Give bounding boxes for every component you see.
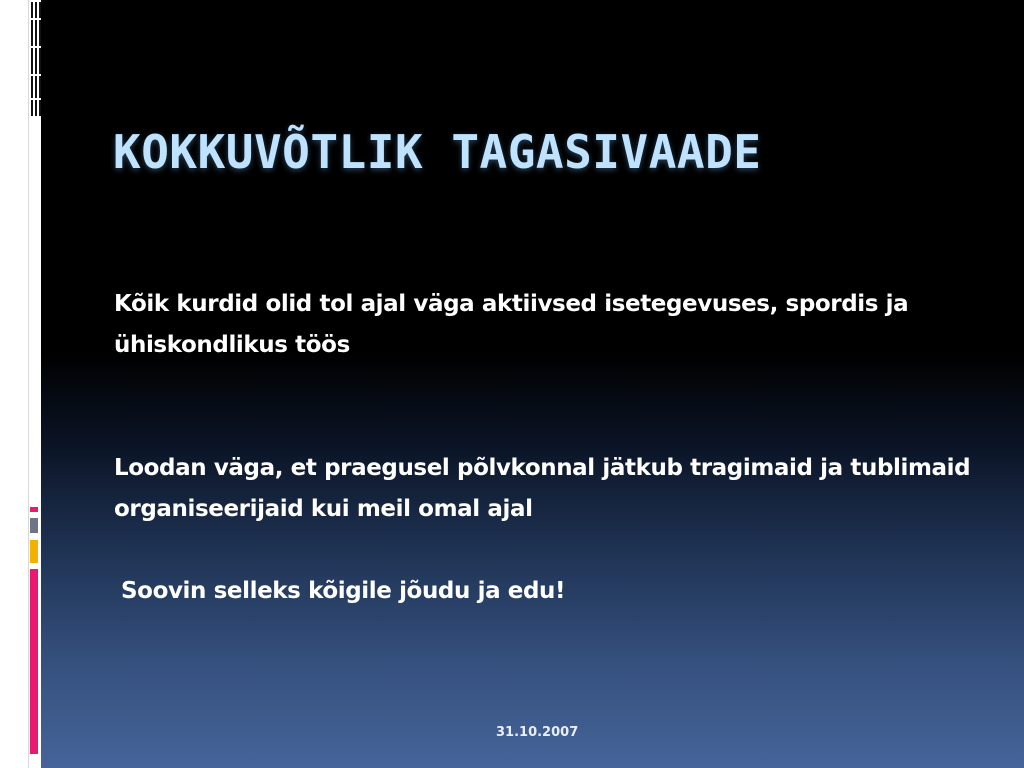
footer-date: 31.10.2007 [496,725,579,740]
slide-title: KOKKUVÕTLIK TAGASIVAADE [113,125,762,179]
left-rail [0,0,40,768]
accent-bar-gray [30,518,38,533]
accent-bar-pink-small [30,507,38,512]
accent-bar-yellow [30,540,38,563]
slide-canvas [41,0,1024,768]
slide-paragraph-1: Kõik kurdid olid tol ajal väga aktiivsed isetegevuses, spordis ja ühiskondlikus töös [114,291,909,358]
accent-bar-pink-long [30,569,38,754]
slide-paragraph-2: Loodan väga, et praegusel põlvkonnal jätkub tragimaid ja tublimaid organiseerijaid kui meil omal ajal [114,455,971,522]
rail-divider [28,0,29,768]
slide-paragraph-3: Soovin selleks kõigile jõudu ja edu! [121,578,566,604]
grid-icon [30,0,41,118]
